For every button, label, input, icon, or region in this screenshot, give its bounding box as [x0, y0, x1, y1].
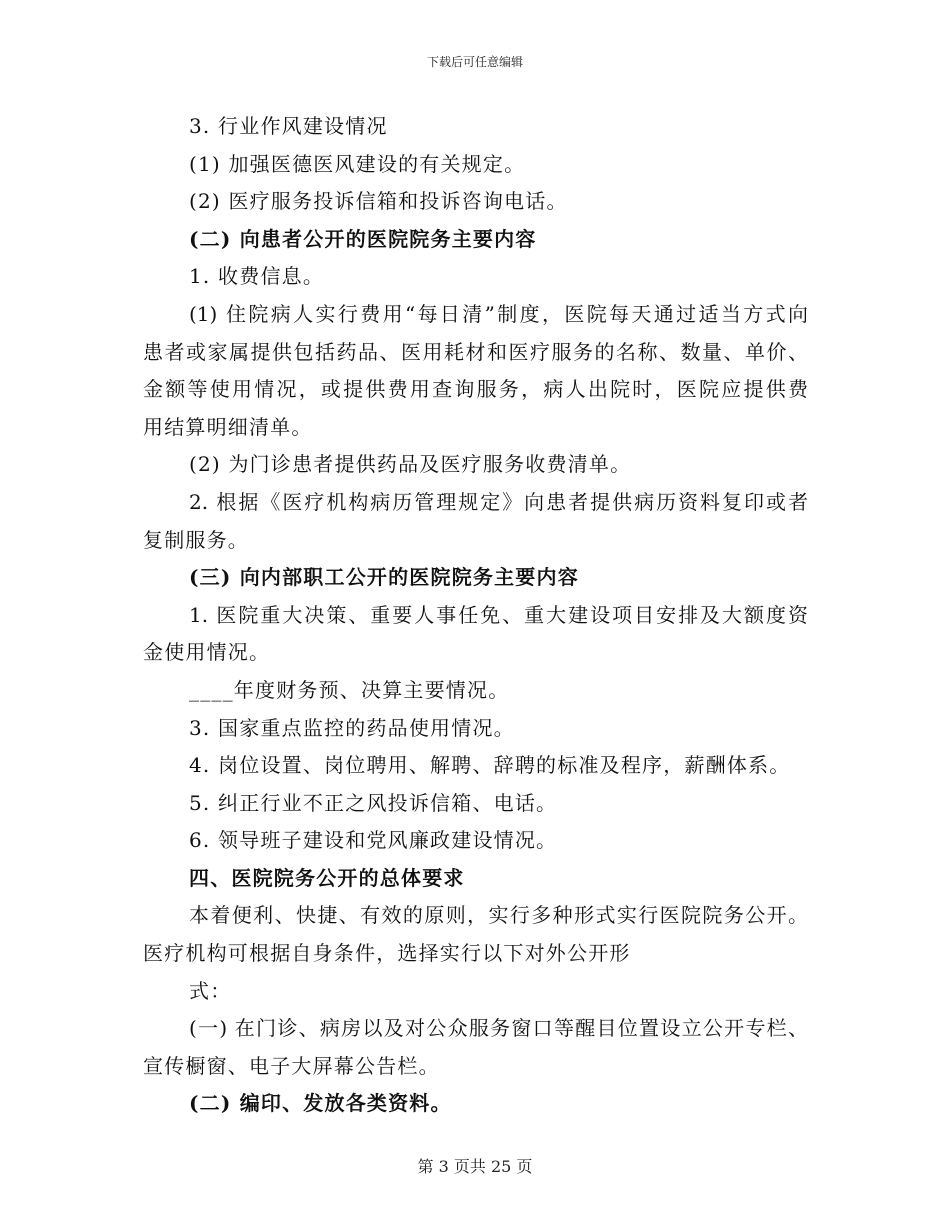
document-body — [143, 108, 808, 1123]
paragraph-line: 2. 根据《医疗机构病历管理规定》向患者提供病历资料复印或者 — [189, 489, 808, 514]
list-item: (2) 为门诊患者提供药品及医疗服务收费清单。 — [189, 452, 632, 477]
paragraph-line: 用结算明细清单。 — [143, 414, 313, 439]
paragraph-line: 复制服务。 — [143, 527, 249, 552]
paragraph-line: 患者或家属提供包括药品、医用耗材和医疗服务的名称、数量、单价、 — [143, 339, 808, 364]
section-item-heading: 3. 行业作风建设情况 — [189, 114, 388, 138]
paragraph-line: 医疗机构可根据自身条件，选择实行以下对外公开形 — [143, 941, 631, 966]
paragraph-line: 金使用情况。 — [143, 640, 271, 665]
section-heading: 四、医院院务公开的总体要求 — [189, 865, 465, 890]
paragraph-line: 本着便利、快捷、有效的原则，实行多种形式实行医院院务公开。 — [189, 903, 808, 928]
list-item: 6. 领导班子建设和党风廉政建设情况。 — [189, 828, 558, 853]
list-item: 3. 国家重点监控的药品使用情况。 — [189, 715, 515, 740]
list-item: 4. 岗位设置、岗位聘用、解聘、辞聘的标准及程序，薪酬体系。 — [189, 753, 791, 778]
paragraph-line: (1) 住院病人实行费用“每日清”制度，医院每天通过适当方式向 — [189, 301, 808, 326]
page-footer: 第 3 页共 25 页 — [417, 1157, 533, 1176]
paragraph-line: 金额等使用情况，或提供费用查询服务，病人出院时，医院应提供费 — [143, 377, 808, 402]
paragraph-line: 宣传橱窗、电子大屏幕公告栏。 — [143, 1053, 440, 1078]
list-item: 5. 纠正行业不正之风投诉信箱、电话。 — [189, 790, 558, 815]
page-header: 下载后可任意编辑 — [426, 55, 523, 69]
list-item: 1. 收费信息。 — [189, 264, 325, 289]
paragraph-line: 式： — [189, 978, 232, 1003]
list-item: (1) 加强医德医风建设的有关规定。 — [189, 151, 526, 176]
section-heading: (二) 编印、发放各类资料。 — [189, 1091, 452, 1116]
list-item: (2) 医疗服务投诉信箱和投诉咨询电话。 — [189, 189, 568, 214]
paragraph-line: (一) 在门诊、病房以及对公众服务窗口等醒目位置设立公开专栏、 — [189, 1016, 808, 1041]
list-item: ____年度财务预、决算主要情况。 — [189, 677, 510, 702]
section-heading: (二) 向患者公开的医院院务主要内容 — [189, 226, 537, 251]
paragraph-line: 1. 医院重大决策、重要人事任免、重大建设项目安排及大额度资 — [189, 602, 808, 627]
section-heading: (三) 向内部职工公开的医院院务主要内容 — [189, 565, 579, 590]
